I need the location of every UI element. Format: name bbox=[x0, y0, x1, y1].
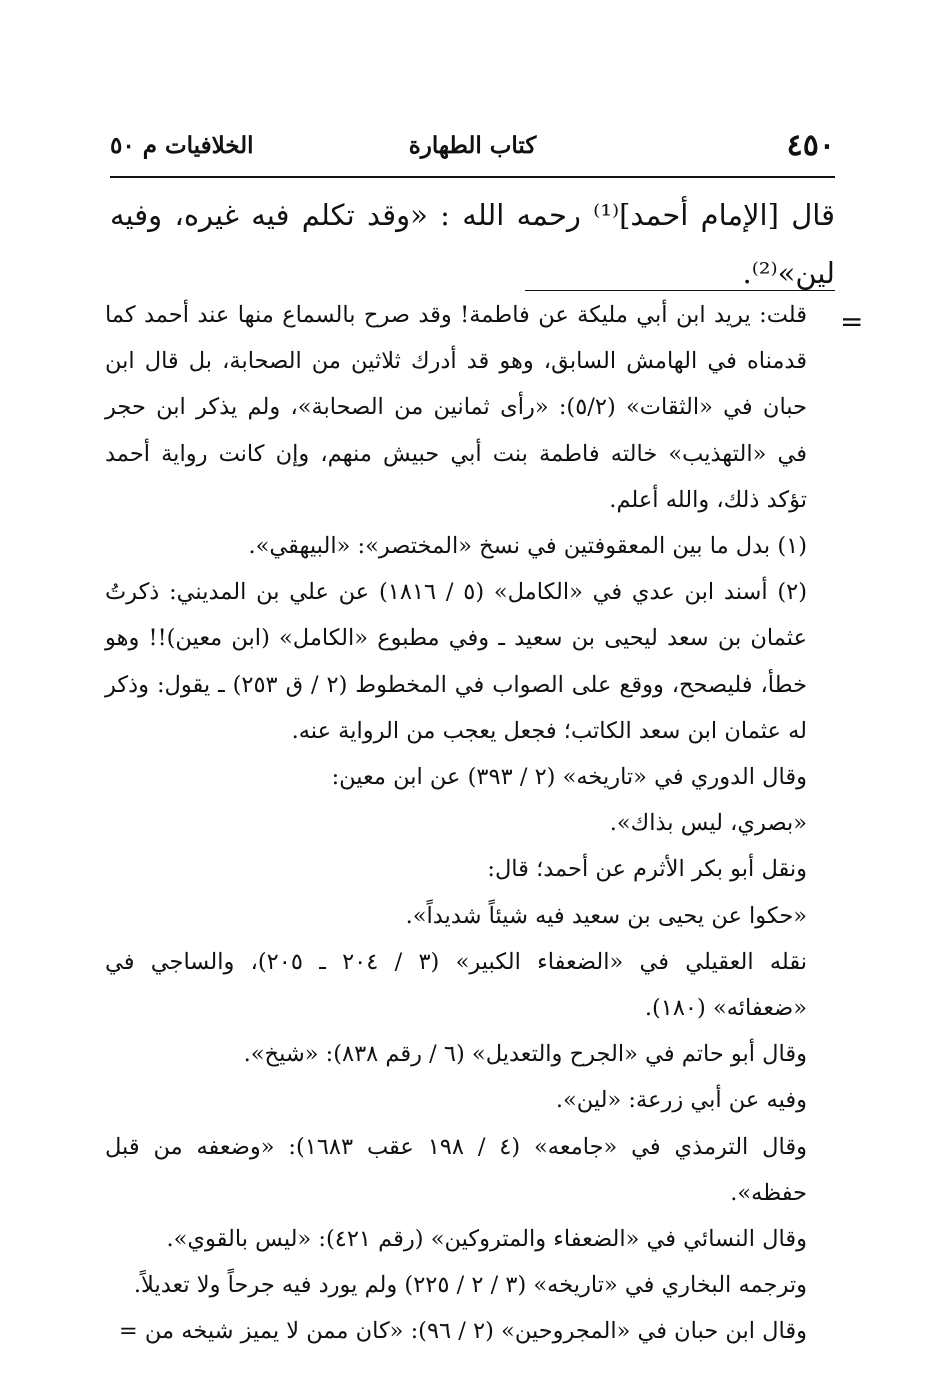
abu-hatim-line: وقال أبو حاتم في «الجرح والتعديل» (٦ / رقم ٨٣٨): «شيخ». bbox=[243, 1041, 807, 1068]
series-label: الخلافيات م ٥٠ bbox=[110, 132, 254, 159]
nasai-line: وقال النسائي في «الضعفاء والمتروكين» (رقم ٤٢١): «ليس بالقوي». bbox=[166, 1226, 807, 1253]
page-number: ٤٥٠ bbox=[786, 128, 835, 163]
commentary-paragraph: قلت: يريد ابن أبي مليكة عن فاطمة! وقد صرح بالسماع منها عند أحمد كما قدمناه في الهامش السابق، وهو قد أدرك ثلاثين من الصحابة، بل قال ابن حبان في «الثقات» (٥/٢): «رأى ثمانين من الصحابة»، ولم يذكر ابن حجر في «التهذيب» خالته فاطمة بنت أبي حبيش منهم، وإن كانت رواية أحمد تؤكد ذلك، والله أعلم. bbox=[105, 302, 807, 513]
main-text: قال [الإمام أحمد]⁽¹⁾ رحمه الله : «وقد تكلم فيه غيره، وفيه لين»⁽²⁾. bbox=[110, 198, 835, 290]
footnote-2: (٢) أسند ابن عدي في «الكامل» (٥ / ١٨١٦) عن علي بن المديني: ذكرتُ عثمان بن سعد ليحيى بن سعيد ـ وفي مطبوع «الكامل» (ابن معين)!! وهو خطأ، فليصحح، ووقع على الصواب في المخطوط (٢ / ق ٢٥٣) ـ يقول: وذكر له عثمان ابن سعد الكاتب؛ فجعل يعجب من الرواية عنه. bbox=[105, 579, 808, 744]
bukhari-paragraph: وترجمه البخاري في «تاريخه» (٣ / ٢ / ٢٢٥) ولم يورد فيه جرحاً ولا تعديلاً. bbox=[133, 1272, 807, 1299]
athram-line: ونقل أبو بكر الأثرم عن أحمد؛ قال: bbox=[487, 856, 807, 883]
header-rule bbox=[110, 176, 835, 178]
footnotes bbox=[105, 292, 835, 1355]
ibn-hibban-line: وقال ابن حبان في «المجروحين» (٢ / ٩٦): «كان ممن لا يميز شيخه من = bbox=[118, 1318, 807, 1345]
book-title: كتاب الطهارة bbox=[408, 132, 537, 159]
uqayli-paragraph: نقله العقيلي في «الضعفاء الكبير» (٣ / ٢٠٤ ـ ٢٠٥)، والساجي في «ضعفائه» (١٨٠). bbox=[105, 948, 808, 1022]
tirmidhi-paragraph: وقال الترمذي في «جامعه» (٤ / ١٩٨ عقب ١٦٨٣): «وضعفه من قبل حفظه». bbox=[105, 1133, 807, 1206]
footnote-separator bbox=[525, 290, 835, 291]
duri-quote: «بصري، ليس بذاك». bbox=[609, 810, 807, 837]
athram-quote: «حكوا عن يحيى بن سعيد فيه شيئاً شديداً». bbox=[405, 902, 807, 929]
footnote-1: (١) بدل ما بين المعقوفتين في نسخ «المختصر»: «البيهقي». bbox=[248, 533, 807, 560]
continuation-mark: = bbox=[840, 305, 864, 338]
running-header bbox=[110, 128, 835, 168]
duri-line: وقال الدوري في «تاريخه» (٢ / ٣٩٣) عن ابن معين: bbox=[331, 764, 807, 791]
abu-zura-line: وفيه عن أبي زرعة: «لين». bbox=[555, 1087, 807, 1114]
